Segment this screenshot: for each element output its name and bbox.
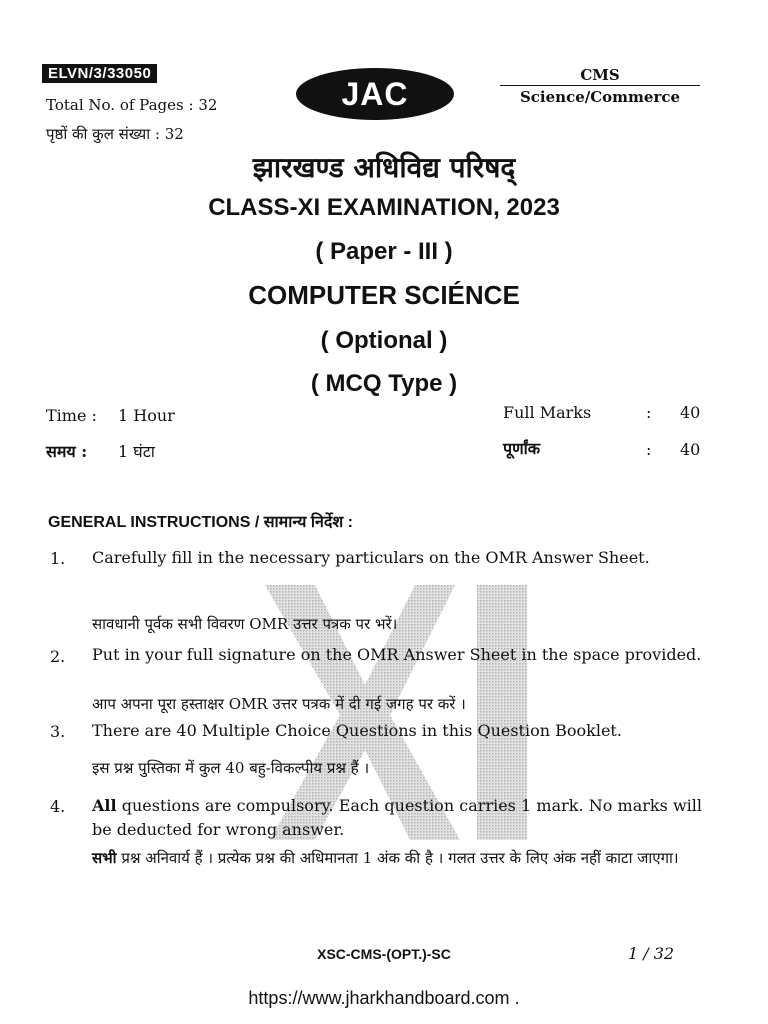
sabhi-emphasis: सभी [92,849,117,867]
full-marks-label-hindi: पूर्णांक [503,439,541,458]
instruction-number: 3. [50,722,66,741]
instruction-1-english: Carefully fill in the necessary particulars on the OMR Answer Sheet. [92,548,650,567]
website-url[interactable]: https://www.jharkhandboard.com . [248,988,520,1008]
instruction-4-text: questions are compulsory. Each question carries 1 mark. No marks will be deducted for wrong answer. [92,796,702,839]
instruction-number: 2. [50,647,66,666]
paper-code: ELVN/3/33050 [42,64,157,83]
total-pages-english: Total No. of Pages : 32 [46,96,218,114]
paper-number: ( Paper - III ) [315,238,453,265]
instruction-4-hindi [92,846,702,870]
stream-divider [500,85,700,86]
instruction-4-hindi-text: प्रश्न अनिवार्य हैं । प्रत्येक प्रश्न की अधिमानता 1 अंक की है । गलत उत्तर के लिए अंक नहीं काटा जाएगा। [116,849,679,867]
subject-title: COMPUTER SCIÉNCE [248,280,520,310]
instruction-2-english: Put in your full signature on the OMR Answer Sheet in the space provided. [92,645,702,664]
exam-title: CLASS-XI EXAMINATION, 2023 [208,194,560,221]
instructions-heading: GENERAL INSTRUCTIONS / सामान्य निर्देश : [48,514,354,531]
board-name-hindi: झारखण्ड अधिविद्य परिषद् [252,151,516,184]
instruction-4-english [92,794,702,842]
full-marks-colon-hindi: : [646,440,652,459]
time-value-hindi: 1 घंटा [118,442,155,461]
instruction-number: 1. [50,549,66,568]
instruction-1-hindi: सावधानी पूर्वक सभी विवरण OMR उत्तर पत्रक पर भरें। [92,615,398,633]
stream-code: CMS [580,66,620,84]
stream-name: Science/Commerce [519,88,681,106]
mcq-type-label: ( MCQ Type ) [310,370,458,397]
page-number: 1 / 32 [628,944,675,963]
all-emphasis: All [92,796,117,815]
jac-logo: JAC [296,68,454,120]
optional-label: ( Optional ) [320,327,448,354]
instruction-2-hindi: आप अपना पूरा हस्ताक्षर OMR उत्तर पत्रक में दी गई जगह पर करें । [92,695,466,713]
full-marks-value-hindi: 40 [680,440,701,459]
full-marks-colon: : [646,403,652,422]
time-label-english: Time : [46,406,97,425]
instruction-3-english: There are 40 Multiple Choice Questions in this Question Booklet. [92,721,622,740]
total-pages-hindi: पृष्ठों की कुल संख्या : 32 [46,125,184,143]
footer-paper-code: XSC-CMS-(OPT.)-SC [317,946,451,962]
full-marks-value-english: 40 [680,403,701,422]
time-value-english: 1 Hour [118,406,175,425]
instruction-number: 4. [50,797,66,816]
time-label-hindi: समय : [46,442,88,461]
stream-block [500,66,700,106]
full-marks-label-english: Full Marks [503,403,592,422]
instruction-3-hindi: इस प्रश्न पुस्तिका में कुल 40 बहु-विकल्पीय प्रश्न हैं । [92,759,370,777]
